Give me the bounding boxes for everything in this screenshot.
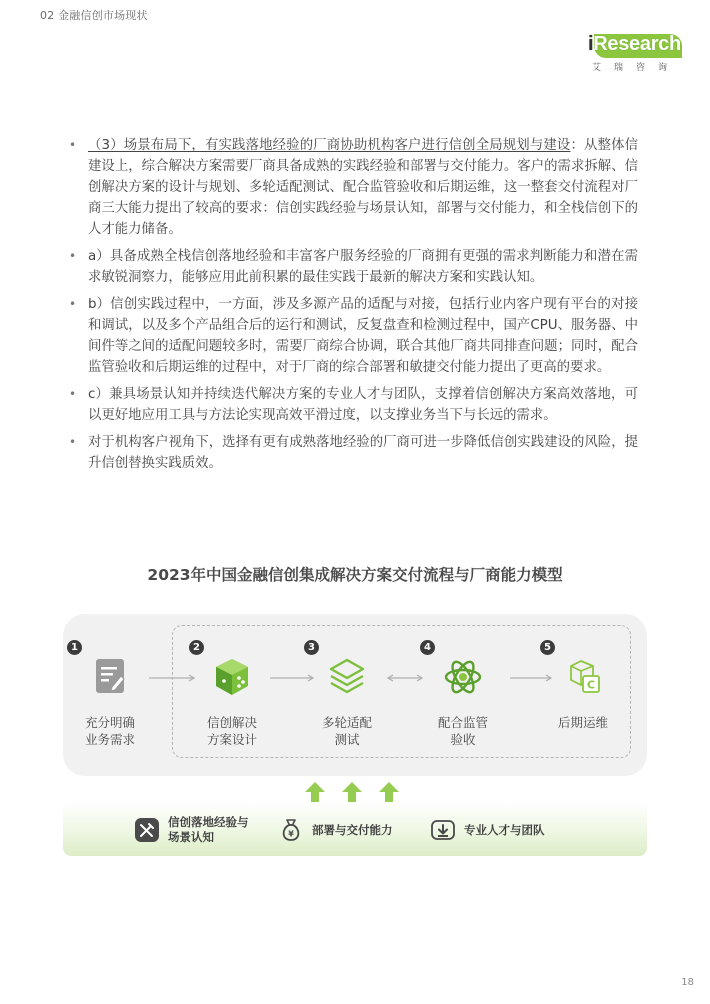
capability-line1: 专业人才与团队 — [464, 822, 545, 837]
chart-title: 2023年中国金融信创集成解决方案交付流程与厂商能力模型 — [147, 566, 563, 584]
step-label — [292, 714, 402, 748]
step-label — [55, 714, 165, 748]
capability-label — [168, 815, 249, 845]
document-edit-icon — [90, 656, 130, 698]
step-number: 5 — [540, 640, 555, 655]
bullet-text: a）具备成熟全栈信创落地经验和丰富客户服务经验的厂商拥有更强的需求判断能力和潜在需求敏锐洞察力，能够应用此前积累的最佳实践于最新的解决方案和实践认知。 — [88, 249, 638, 285]
capability-line1: 部署与交付能力 — [312, 822, 393, 837]
bullet-item — [68, 432, 638, 474]
bullet-list — [68, 135, 638, 480]
step-label-line1: 后期运维 — [557, 715, 608, 730]
layers-icon — [327, 656, 367, 698]
capability-item — [430, 812, 545, 848]
step-label-line2: 测试 — [334, 732, 360, 747]
capability-label — [312, 823, 393, 838]
step-label — [177, 714, 287, 748]
capability-line1: 信创落地经验与 — [168, 815, 249, 829]
capability-label — [464, 823, 545, 838]
logo-wordmark — [588, 33, 681, 56]
capability-item — [278, 812, 393, 848]
step-number: 3 — [304, 640, 319, 655]
step-label-line1: 信创解决 — [206, 715, 257, 730]
arrow-bidirectional-icon — [386, 673, 424, 683]
section-label: 02 金融信创市场现状 — [40, 9, 148, 22]
download-box-icon — [430, 817, 456, 843]
atom-icon — [443, 656, 483, 698]
step-number: 2 — [189, 640, 204, 655]
tools-icon — [134, 817, 160, 843]
bullet-dot: • — [69, 138, 77, 152]
bullet-text: 对于机构客户视角下，选择有更有成熟落地经验的厂商可进一步降低信创实践建设的风险，提升信创替换实践质效。 — [88, 435, 638, 471]
step-label — [528, 714, 638, 731]
step-label-line2: 方案设计 — [206, 732, 257, 747]
bullet-text: ：从整体信建设上，综合解决方案需要厂商具备成熟的实践经验和部署与交付能力。客户的需求拆解、信创解决方案的设计与规划、多轮适配测试、配合监管验收和后期运维，这一整套交付流程对厂商三大能力提出了较高的要求：信创实践经验与场景认知，部署与交付能力，和全栈信创下的人才能力储备。 — [88, 138, 638, 237]
bullet-item — [68, 246, 638, 288]
step-label-line1: 配合监管 — [437, 715, 488, 730]
svg-text:¥: ¥ — [288, 829, 294, 839]
bullet-dot: • — [69, 249, 77, 263]
cube-icon — [212, 656, 252, 698]
bullet-text: c）兼具场景认知并持续迭代解决方案的专业人才与团队，支撑着信创解决方案高效落地，可以更好地应用工具与方法论实现高效平滑过度，以支撑业务当下与长远的需求。 — [88, 387, 638, 423]
bullet-text: b）信创实践过程中，一方面，涉及多源产品的适配与对接，包括行业内客户现有平台的对接和调试，以及多个产品组合后的运行和测试，反复盘查和检测过程中，国产CPU、服务器、中间件等之间的适配问题较多时，需要厂商综合协调，联合其他厂商共同排查问题；同时，配合监管验收和后期运维的过程中，对于厂商的综合部署和敏捷交付能力提出了更高的要求。 — [88, 297, 638, 375]
svg-text:C: C — [586, 678, 596, 692]
step-label-line2: 业务需求 — [84, 732, 135, 747]
step-label-line1: 充分明确 — [84, 715, 135, 730]
logo-i: i — [588, 33, 594, 55]
arrow-right-icon — [147, 673, 197, 683]
step-label — [408, 714, 518, 748]
money-bag-icon — [278, 817, 304, 843]
bullet-dot: • — [69, 435, 77, 449]
bullet-item — [68, 135, 638, 240]
logo-subtitle: 艾瑞咨询 — [592, 63, 681, 73]
step-label-line2: 验收 — [450, 732, 476, 747]
iresearch-logo — [586, 30, 684, 76]
bullet-lead: （3）场景布局下，有实践落地经验的厂商协助机构客户进行信创全局规划与建设 — [88, 138, 571, 153]
step-number: 1 — [67, 640, 82, 655]
bullet-dot: • — [69, 387, 77, 401]
capability-item — [134, 812, 249, 848]
bullet-item — [68, 294, 638, 378]
bullet-dot: • — [69, 297, 77, 311]
upward-arrows-icon — [300, 780, 410, 804]
page-number: 18 — [681, 977, 694, 988]
step-label-line1: 多轮适配 — [321, 715, 372, 730]
logo-research: Research — [593, 33, 681, 55]
capability-line2: 场景认知 — [168, 830, 214, 844]
step-number: 4 — [420, 640, 435, 655]
box-c-icon — [563, 656, 603, 698]
arrow-right-icon — [508, 673, 554, 683]
bullet-item — [68, 384, 638, 426]
arrow-right-icon — [268, 673, 316, 683]
